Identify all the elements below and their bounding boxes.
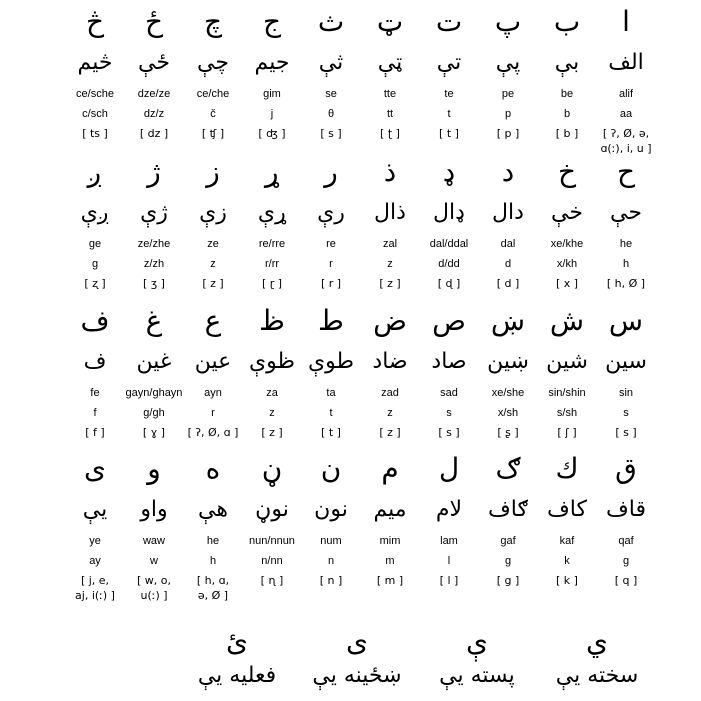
letter-ipa: [ p ] bbox=[496, 127, 520, 140]
ye-variant-name: سخته يې bbox=[555, 663, 639, 688]
letter-latin: č bbox=[210, 108, 216, 120]
letter-name: يې bbox=[82, 497, 108, 522]
letter-romanization: be bbox=[560, 88, 574, 100]
ye-variant-letter: ئ bbox=[226, 625, 248, 658]
letter-name: عين bbox=[194, 349, 232, 374]
letter-latin: x/kh bbox=[556, 258, 578, 270]
letter-latin: aa bbox=[619, 108, 633, 120]
letter-letter: چ bbox=[203, 5, 223, 38]
letter-ipa: [ w, o, u(ː) ] bbox=[136, 574, 171, 602]
letter-ipa: [ z ] bbox=[379, 426, 401, 439]
letter-romanization: ta bbox=[326, 387, 336, 399]
letter-latin: h bbox=[622, 258, 630, 270]
letter-letter: ل bbox=[438, 452, 460, 485]
ye-variant-name: فعليه يې bbox=[197, 663, 277, 688]
letter-latin: d/dd bbox=[438, 258, 460, 270]
letter-name: ذال bbox=[374, 200, 406, 225]
letter-letter: ح bbox=[616, 155, 636, 188]
letter-latin: ay bbox=[89, 555, 101, 567]
letter-latin: z bbox=[269, 407, 275, 419]
letter-name: واو bbox=[140, 497, 168, 522]
letter-ipa: [ ʔ, Ø, ɑ ] bbox=[187, 426, 239, 439]
letter-romanization: ze bbox=[207, 238, 219, 250]
letter-romanization: ge bbox=[88, 238, 102, 250]
letter-letter: ت bbox=[435, 5, 463, 38]
letter-name: سين bbox=[605, 349, 647, 374]
letter-romanization: dal/ddal bbox=[429, 238, 469, 250]
letter-latin: z bbox=[387, 258, 393, 270]
letter-latin: t bbox=[447, 108, 451, 120]
letter-romanization: qaf bbox=[618, 535, 634, 547]
letter-romanization: ze/zhe bbox=[137, 238, 171, 250]
letter-latin: p bbox=[504, 108, 512, 120]
letter-latin: z bbox=[210, 258, 216, 270]
letter-ipa: [ r ] bbox=[320, 277, 342, 290]
letter-romanization: gayn/ghayn bbox=[125, 387, 183, 399]
letter-romanization: za bbox=[266, 387, 278, 399]
letter-ipa: [ s ] bbox=[320, 127, 342, 140]
letter-romanization: zad bbox=[381, 387, 399, 399]
letter-letter: د bbox=[501, 155, 515, 188]
letter-latin: dz/z bbox=[143, 108, 165, 120]
letter-ipa: [ z ] bbox=[202, 277, 224, 290]
letter-name: بې bbox=[554, 50, 580, 75]
letter-ipa: [ ʐ ] bbox=[84, 277, 106, 290]
letter-romanization: se bbox=[325, 88, 337, 100]
letter-name: دال bbox=[492, 200, 524, 225]
letter-ipa: [ x ] bbox=[555, 277, 579, 290]
letter-ipa: [ b ] bbox=[555, 127, 579, 140]
letter-name: جيم bbox=[254, 50, 290, 75]
letter-name: ډال bbox=[433, 200, 465, 225]
letter-name: ګاف bbox=[488, 497, 528, 522]
letter-ipa: [ z ] bbox=[379, 277, 401, 290]
letter-romanization: ce/sche bbox=[76, 88, 114, 100]
letter-letter: پ bbox=[494, 5, 522, 38]
letter-romanization: xe/she bbox=[491, 387, 525, 399]
ye-variant-name: ښځينه يې bbox=[312, 663, 402, 688]
letter-romanization: dal bbox=[500, 238, 516, 250]
letter-latin: tt bbox=[386, 108, 394, 120]
letter-romanization: sin/shin bbox=[548, 387, 586, 399]
letter-name: تې bbox=[436, 50, 462, 75]
letter-name: ږې bbox=[80, 200, 110, 225]
letter-letter: ض bbox=[373, 304, 407, 337]
letter-ipa: [ ʃ ] bbox=[557, 426, 577, 439]
letter-romanization: he bbox=[619, 238, 633, 250]
letter-romanization: zal bbox=[382, 238, 398, 250]
letter-letter: و bbox=[147, 452, 161, 485]
letter-romanization: gaf bbox=[500, 535, 516, 547]
letter-letter: ذ bbox=[383, 155, 397, 188]
letter-latin: c/sch bbox=[82, 108, 108, 120]
letter-ipa: [ n ] bbox=[319, 574, 343, 587]
letter-romanization: sad bbox=[440, 387, 458, 399]
letter-romanization: re bbox=[326, 238, 336, 250]
letter-letter: ج bbox=[262, 5, 282, 38]
letter-name: هې bbox=[198, 497, 228, 522]
letter-name: ف bbox=[83, 349, 107, 374]
letter-letter: خ bbox=[557, 155, 577, 188]
letter-name: پې bbox=[495, 50, 521, 75]
letter-latin: s/sh bbox=[556, 407, 578, 419]
letter-romanization: fe bbox=[90, 387, 100, 399]
letter-romanization: lam bbox=[440, 535, 458, 547]
letter-letter: م bbox=[381, 452, 399, 485]
letter-letter: ګ bbox=[495, 452, 521, 485]
letter-ipa: [ d ] bbox=[496, 277, 520, 290]
letter-name: شين bbox=[546, 349, 588, 374]
letter-ipa: [ f ] bbox=[85, 426, 105, 439]
letter-name: ضاد bbox=[372, 349, 408, 374]
letter-latin: w bbox=[150, 555, 158, 567]
letter-ipa: [ s ] bbox=[438, 426, 460, 439]
letter-name: لام bbox=[435, 497, 463, 522]
letter-latin: k bbox=[564, 555, 570, 567]
letter-ipa: [ ts ] bbox=[82, 127, 108, 140]
letter-romanization: pe bbox=[501, 88, 515, 100]
letter-latin: g bbox=[504, 555, 512, 567]
letter-latin: h bbox=[209, 555, 217, 567]
letter-latin: f bbox=[93, 407, 97, 419]
letter-letter: ښ bbox=[490, 304, 526, 337]
letter-letter: ك bbox=[555, 452, 579, 485]
letter-letter: ن bbox=[320, 452, 342, 485]
letter-name: ميم bbox=[373, 497, 407, 522]
letter-ipa: [ dz ] bbox=[139, 127, 169, 140]
letter-romanization: kaf bbox=[559, 535, 575, 547]
letter-letter: څ bbox=[85, 5, 105, 38]
letter-name: ټې bbox=[377, 50, 403, 75]
letter-latin: m bbox=[385, 555, 395, 567]
letter-name: ځې bbox=[138, 50, 170, 75]
letter-romanization: gim bbox=[263, 88, 281, 100]
letter-letter: غ bbox=[145, 304, 163, 337]
letter-ipa: [ ɽ ] bbox=[261, 277, 283, 290]
letter-name: ړې bbox=[257, 200, 287, 225]
letter-romanization: te bbox=[444, 88, 454, 100]
letter-name: طوې bbox=[307, 349, 355, 374]
letter-letter: ځ bbox=[144, 5, 164, 38]
letter-letter: ڼ bbox=[261, 452, 283, 485]
letter-ipa: [ l ] bbox=[439, 574, 459, 587]
letter-letter: ب bbox=[553, 5, 581, 38]
letter-letter: ا bbox=[622, 5, 630, 38]
letter-ipa: [ t ] bbox=[439, 127, 459, 140]
letter-name: قاف bbox=[605, 497, 647, 522]
letter-romanization: ce/che bbox=[196, 88, 230, 100]
letter-letter: ر bbox=[324, 155, 338, 188]
letter-latin: z bbox=[387, 407, 393, 419]
letter-ipa: [ h, ɑ, ə, Ø ] bbox=[196, 574, 230, 602]
letter-ipa: [ m ] bbox=[376, 574, 404, 587]
letter-name: ظوې bbox=[248, 349, 296, 374]
letter-ipa: [ z ] bbox=[261, 426, 283, 439]
ye-variant-letter: ى bbox=[346, 625, 368, 658]
letter-ipa: [ s ] bbox=[615, 426, 637, 439]
letter-ipa: [ q ] bbox=[614, 574, 638, 587]
letter-romanization: he bbox=[206, 535, 220, 547]
letter-latin: n bbox=[327, 555, 335, 567]
letter-letter: ټ bbox=[376, 5, 404, 38]
letter-name: غين bbox=[136, 349, 172, 374]
letter-latin: θ bbox=[327, 108, 335, 120]
letter-letter: س bbox=[608, 304, 644, 337]
letter-ipa: [ h, Ø ] bbox=[606, 277, 646, 290]
letter-name: حې bbox=[610, 200, 642, 225]
letter-name: ژې bbox=[140, 200, 168, 225]
letter-letter: ش bbox=[549, 304, 585, 337]
letter-name: صاد bbox=[431, 349, 467, 374]
letter-letter: ص bbox=[432, 304, 466, 337]
letter-letter: ف bbox=[80, 304, 110, 337]
letter-letter: ث bbox=[317, 5, 345, 38]
letter-letter: ړ bbox=[265, 155, 279, 188]
letter-romanization: waw bbox=[142, 535, 165, 547]
letter-name: كاف bbox=[547, 497, 587, 522]
letter-letter: ه bbox=[205, 452, 221, 485]
letter-latin: g bbox=[622, 555, 630, 567]
letter-name: الف bbox=[608, 50, 644, 75]
letter-ipa: [ ʈ ] bbox=[380, 127, 400, 140]
letter-name: نون bbox=[314, 497, 348, 522]
letter-ipa: [ ʂ ] bbox=[497, 426, 519, 439]
letter-ipa: [ k ] bbox=[556, 574, 578, 587]
letter-romanization: ye bbox=[89, 535, 101, 547]
letter-name: ښين bbox=[487, 349, 529, 374]
letter-romanization: sin bbox=[618, 387, 634, 399]
letter-latin: n/nn bbox=[261, 555, 283, 567]
letter-latin: s bbox=[623, 407, 629, 419]
letter-letter: ى bbox=[84, 452, 106, 485]
letter-name: خې bbox=[551, 200, 583, 225]
letter-name: ثې bbox=[318, 50, 344, 75]
letter-romanization: tte bbox=[383, 88, 397, 100]
letter-ipa: [ j, e, aj, i(ː) ] bbox=[75, 574, 115, 602]
letter-romanization: xe/khe bbox=[550, 238, 584, 250]
letter-latin: j bbox=[270, 108, 274, 120]
letter-latin: s bbox=[446, 407, 452, 419]
letter-latin: d bbox=[504, 258, 512, 270]
ye-variant-letter: ي bbox=[586, 625, 608, 658]
letter-latin: x/sh bbox=[497, 407, 519, 419]
letter-letter: ژ bbox=[147, 155, 161, 188]
letter-ipa: [ ɳ ] bbox=[260, 574, 284, 587]
letter-latin: l bbox=[447, 555, 451, 567]
letter-letter: ط bbox=[318, 304, 344, 337]
letter-ipa: [ ʒ ] bbox=[143, 277, 165, 290]
letter-ipa: [ ʧ ] bbox=[201, 127, 225, 140]
letter-letter: ز bbox=[206, 155, 220, 188]
letter-romanization: ayn bbox=[204, 387, 222, 399]
letter-letter: ع bbox=[204, 304, 222, 337]
letter-romanization: dze/ze bbox=[137, 88, 171, 100]
letter-letter: ږ bbox=[87, 155, 103, 188]
letter-latin: r bbox=[211, 407, 215, 419]
letter-ipa: [ t ] bbox=[321, 426, 341, 439]
letter-letter: ق bbox=[615, 452, 637, 485]
letter-ipa: [ ɣ ] bbox=[142, 426, 166, 439]
ye-variant-name: پسته يې bbox=[439, 663, 515, 688]
ye-variant-letter: ې bbox=[466, 625, 488, 658]
letter-latin: z/zh bbox=[143, 258, 165, 270]
letter-ipa: [ ɖ ] bbox=[437, 277, 461, 290]
letter-romanization: mim bbox=[379, 535, 401, 547]
letter-latin: r/rr bbox=[264, 258, 280, 270]
letter-ipa: [ ʤ ] bbox=[258, 127, 286, 140]
letter-latin: r bbox=[329, 258, 333, 270]
letter-latin: t bbox=[329, 407, 333, 419]
letter-letter: ډ bbox=[442, 155, 456, 188]
letter-romanization: re/rre bbox=[258, 238, 286, 250]
letter-ipa: [ g ] bbox=[496, 574, 520, 587]
letter-romanization: num bbox=[320, 535, 342, 547]
letter-name: نوڼ bbox=[255, 497, 289, 522]
letter-romanization: nun/nnun bbox=[249, 535, 295, 547]
letter-latin: g bbox=[91, 258, 99, 270]
letter-ipa: [ ʔ, Ø, ə, ɑ(ː), i, u ] bbox=[600, 127, 652, 155]
letter-name: چې bbox=[197, 50, 229, 75]
letter-letter: ظ bbox=[259, 304, 285, 337]
letter-name: زې bbox=[199, 200, 227, 225]
letter-latin: b bbox=[563, 108, 571, 120]
letter-romanization: alif bbox=[618, 88, 634, 100]
letter-name: رې bbox=[317, 200, 345, 225]
letter-latin: g/gh bbox=[143, 407, 165, 419]
letter-name: څيم bbox=[77, 50, 113, 75]
